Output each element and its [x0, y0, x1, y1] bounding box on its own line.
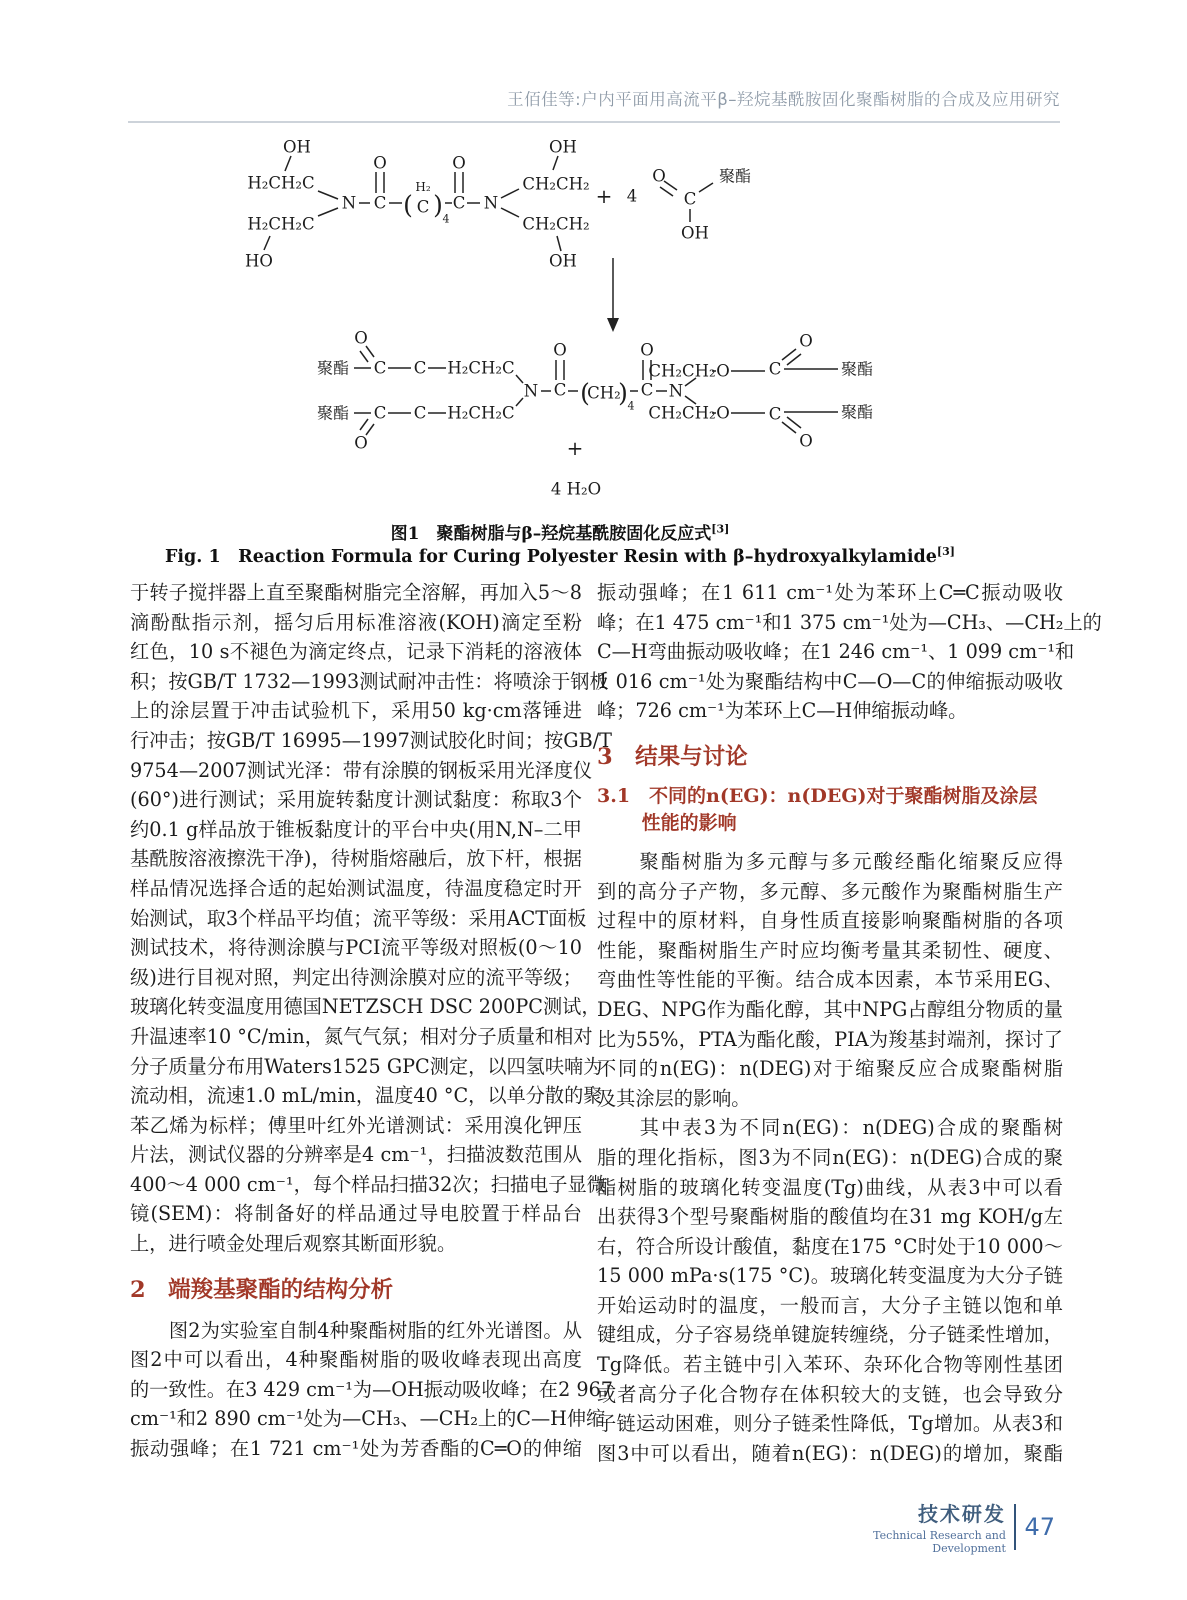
atom-label: (: [580, 378, 590, 408]
footer-section: [830, 1498, 1006, 1555]
running-head: 王佰佳等:户内平面用高流平β–羟烷基酰胺固化聚酯树脂的合成及应用研究: [507, 90, 1060, 109]
bond-line: [501, 189, 519, 198]
atom-label: HO: [245, 251, 273, 271]
text-line: 脂的理化指标，图3为不同n(EG)：n(DEG)合成的聚: [597, 1145, 1063, 1169]
text-line: 苯乙烯为标样；傅里叶红外光谱测试：采用溴化钾压: [130, 1113, 582, 1137]
right-column: [597, 578, 1102, 1468]
text-line: 9754—2007测试光泽：带有涂膜的钢板采用光泽度仪: [130, 758, 593, 782]
atom-label: 聚酯: [316, 403, 350, 423]
atom-label: C: [373, 358, 387, 378]
text-line: 键组成，分子容易绕单键旋转缠绕，分子链柔性增加，: [597, 1323, 1063, 1347]
footer-section-label-en: Technical Research and Development: [873, 1529, 1006, 1555]
atom-label: ): [618, 378, 628, 408]
atom-label: O: [716, 361, 730, 381]
text-line: 过程中的原材料，自身性质直接影响聚酯树脂的各项: [597, 909, 1063, 933]
text-line: 测试技术，将待测涂膜与PCI流平等级对照板(0～10: [130, 936, 582, 960]
atom-label: 4: [442, 212, 450, 226]
bond-line: [782, 349, 796, 360]
text-line: 比为55%，PTA为酯化酸，PIA为羧基封端剂，探讨了: [597, 1027, 1063, 1051]
atom-label: C: [413, 403, 427, 423]
text-line: 样品情况选择合适的起始测试温度，待温度稳定时开: [130, 876, 582, 900]
header-rule: [128, 121, 1060, 123]
text-line: DEG、NPG作为酯化醇，其中NPG占醇组分物质的量: [597, 997, 1063, 1021]
atom-label: H₂: [415, 180, 431, 194]
bond-line: [787, 354, 801, 365]
text-line: 图2为实验室自制4种聚酯树脂的红外光谱图。从: [130, 1318, 582, 1342]
paragraph: [597, 847, 1063, 1113]
atom-label: N: [341, 193, 357, 213]
text-line: 酯树脂的玻璃化转变温度(Tg)曲线，从表3中可以看: [597, 1175, 1063, 1199]
paragraph: [597, 1113, 1063, 1468]
text-line: 积；按GB/T 1732—1993测试耐冲击性：将喷涂于钢板: [130, 669, 609, 693]
text-line: cm⁻¹和2 890 cm⁻¹处为—CH₃、—CH₂上的C—H伸缩: [130, 1407, 606, 1431]
bond-line: [264, 236, 270, 250]
atom-label: 4: [626, 186, 638, 206]
atom-label: C: [683, 189, 697, 209]
text-line: 其中表3为不同n(EG)：n(DEG)合成的聚酯树: [597, 1116, 1063, 1140]
atom-label: C: [768, 404, 782, 424]
atom-label: N: [483, 193, 499, 213]
text-line: 镜(SEM)：将制备好的样品通过导电胶置于样品台: [130, 1202, 582, 1226]
atom-label: C: [413, 358, 427, 378]
atom-label: N: [668, 381, 684, 401]
atom-label: O: [553, 340, 567, 360]
atom-label: ): [433, 190, 443, 220]
atom-label: +: [595, 184, 613, 208]
atom-label: CH₂CH₂: [648, 361, 716, 381]
text-line: 分子质量分布用Waters1525 GPC测定，以四氢呋喃为: [130, 1054, 603, 1078]
bond-line: [787, 417, 801, 428]
text-line: (60°)进行测试；采用旋转黏度计测试黏度：称取3个: [130, 788, 582, 812]
bond-line: [557, 236, 561, 251]
text-line: 基酰胺溶液擦洗干净)，待树脂熔融后，放下杆，根据: [130, 847, 582, 871]
bond-line: [516, 375, 523, 383]
section-heading: [597, 740, 1063, 774]
atom-label: C: [768, 359, 782, 379]
atom-label: OH: [283, 137, 311, 157]
atom-label: O: [799, 331, 813, 351]
bond-line: [516, 398, 523, 406]
text-line: 1 016 cm⁻¹处为聚酯结构中C—O—C的伸缩振动吸收: [597, 669, 1063, 693]
text-line: 图3中可以看出，随着n(EG)：n(DEG)的增加，聚酯: [597, 1441, 1063, 1465]
text-line: 性能的影响: [597, 812, 737, 835]
bond-line: [782, 422, 796, 433]
section-heading: [597, 783, 1063, 838]
atom-label: +: [566, 436, 584, 460]
atom-label: 聚酯: [840, 402, 874, 422]
text-line: 于转子搅拌器上直至聚酯树脂完全溶解，再加入5～8: [130, 581, 582, 604]
bond-line: [501, 208, 519, 217]
atom-label: C: [416, 197, 430, 217]
text-line: 升温速率10 °C/min，氮气气氛；相对分子质量和相对: [130, 1024, 593, 1048]
atom-label: 聚酯: [316, 358, 350, 378]
paragraph: [130, 1316, 613, 1464]
atom-label: O: [354, 433, 368, 453]
atom-label: H₂CH₂C: [247, 173, 315, 193]
atom-label: C: [452, 193, 466, 213]
atom-label: O: [640, 340, 654, 360]
text-line: Tg降低。若主链中引入苯环、杂环化合物等刚性基团: [597, 1353, 1063, 1377]
bond-line: [553, 156, 558, 170]
text-line: 级)进行目视对照，判定出待测涂膜对应的流平等级；: [130, 965, 582, 989]
atom-label: CH₂CH₂: [522, 214, 590, 234]
bond-line: [366, 346, 374, 357]
atom-label: CH₂: [587, 383, 621, 403]
atom-label: H₂CH₂C: [447, 358, 515, 378]
atom-label: O: [354, 328, 368, 348]
text-line: 峰；在1 475 cm⁻¹和1 375 cm⁻¹处为—CH₃、—CH₂上的: [597, 610, 1102, 634]
caption-text: 图1 聚酯树脂与β–羟烷基酰胺固化反应式: [390, 524, 712, 544]
section-heading: [130, 1273, 582, 1307]
text-line: 片法，测试仪器的分辨率是4 cm⁻¹，扫描波数范围从: [130, 1143, 582, 1167]
atom-label: O: [452, 153, 466, 173]
atom-label: O: [799, 431, 813, 451]
atom-label: OH: [681, 223, 709, 243]
text-line: 弯曲性等性能的平衡。结合成本因素，本节采用EG、: [597, 968, 1063, 992]
text-line: 图2中可以看出，4种聚酯树脂的吸收峰表现出高度: [130, 1348, 582, 1372]
paragraph: [597, 578, 1102, 726]
atom-label: 4 H₂O: [550, 479, 602, 499]
bond-line: [699, 183, 713, 192]
atom-label: OH: [549, 251, 577, 271]
atom-label: H₂CH₂C: [247, 214, 315, 234]
atom-label: C: [373, 403, 387, 423]
text-line: 行冲击；按GB/T 16995—1997测试胶化时间；按GB/T: [130, 728, 612, 752]
reaction-arrow: [607, 258, 619, 332]
text-line: C—H弯曲振动吸收峰；在1 246 cm⁻¹、1 099 cm⁻¹和: [597, 640, 1075, 664]
text-line: 3 结果与讨论: [597, 743, 748, 770]
text-line: 不同的n(EG)：n(DEG)对于缩聚反应合成聚酯树脂: [597, 1057, 1063, 1081]
text-line: 上，进行喷金处理后观察其断面形貌。: [130, 1232, 457, 1256]
figure1-caption-cn: [130, 519, 990, 544]
text-line: 400～4 000 cm⁻¹，每个样品扫描32次；扫描电子显微: [130, 1172, 606, 1196]
atom-label: OH: [549, 137, 577, 157]
text-line: 或者高分子化合物存在体积较大的支链，也会导致分: [597, 1382, 1063, 1406]
citation-ref: [3]: [711, 522, 730, 536]
text-line: 约0.1 g样品放于锥板黏度计的平台中央(用N,N–二甲: [130, 817, 582, 841]
text-line: 性能，聚酯树脂生产时应均衡考量其柔韧性、硬度、: [597, 938, 1063, 962]
text-line: 始测试，取3个样品平均值；流平等级：采用ACT面板: [130, 906, 587, 930]
bond-line: [607, 318, 619, 332]
text-line: 峰；726 cm⁻¹为苯环上C—H伸缩振动峰。: [597, 699, 968, 723]
footer-section-label: 技术研发: [917, 1502, 1006, 1526]
left-column: [130, 578, 613, 1464]
atom-label: O: [373, 153, 387, 173]
atom-label: H₂CH₂C: [447, 403, 515, 423]
bond-line: [318, 191, 338, 199]
text-line: 流动相，流速1.0 mL/min，温度40 °C，以单分散的聚: [130, 1084, 603, 1108]
text-line: 子链运动困难，则分子链柔性降低，Tg增加。从表3和: [597, 1412, 1063, 1436]
atom-label: C: [640, 380, 654, 400]
text-line: 及其涂层的影响。: [597, 1086, 751, 1110]
product-molecule: [317, 329, 873, 453]
atom-label: O: [716, 403, 730, 423]
text-line: 右，符合所设计酸值，黏度在175 °C时处于10 000～: [597, 1234, 1063, 1258]
text-line: 2 端羧基聚酯的结构分析: [130, 1276, 394, 1303]
atom-label: 聚酯: [840, 359, 874, 379]
text-line: 振动强峰；在1 721 cm⁻¹处为芳香酯的C═O的伸缩: [130, 1437, 582, 1461]
text-line: 红色，10 s不褪色为滴定终点，记录下消耗的溶液体: [130, 640, 582, 664]
atom-label: N: [523, 381, 539, 401]
text-line: 聚酯树脂为多元醇与多元酸经酯化缩聚反应得: [597, 849, 1063, 873]
caption-text: Fig. 1 Reaction Formula for Curing Polyester Resin with β–hydroxyalkylamide: [164, 547, 937, 567]
atom-label: O: [652, 166, 666, 186]
paragraph: [130, 578, 612, 1259]
page-footer: [830, 1498, 1055, 1555]
byproduct-water: [551, 436, 601, 499]
citation-ref: [3]: [936, 545, 955, 559]
atom-label: 4: [627, 399, 635, 413]
acid-reagent: [596, 167, 751, 243]
atom-label: C: [373, 193, 387, 213]
footer-divider: [1014, 1504, 1017, 1550]
text-line: 15 000 mPa·s(175 °C)。玻璃化转变温度为大分子链: [597, 1264, 1063, 1288]
bond-line: [360, 419, 368, 430]
bond-line: [285, 156, 291, 171]
text-line: 出获得3个型号聚酯树脂的酸值均在31 mg KOH/g左: [597, 1205, 1063, 1229]
bond-line: [318, 208, 338, 216]
bond-line: [664, 181, 677, 190]
text-line: 玻璃化转变温度用德国NETZSCH DSC 200PC测试，: [130, 995, 601, 1019]
atom-label: C: [553, 380, 567, 400]
figure1-caption-en: [130, 543, 990, 568]
text-line: 开始运动时的温度，一般而言，大分子主链以饱和单: [597, 1293, 1063, 1317]
atom-label: 聚酯: [718, 166, 752, 186]
atom-label: (: [403, 190, 413, 220]
text-line: 上的涂层置于冲击试验机下，采用50 kg·cm落锤进: [130, 699, 582, 723]
text-line: 振动强峰；在1 611 cm⁻¹处为苯环上C═C振动吸收: [597, 581, 1063, 604]
text-line: 到的高分子产物，多元醇、多元酸作为聚酯树脂生产: [597, 879, 1063, 903]
atom-label: CH₂CH₂: [648, 403, 716, 423]
text-line: 的一致性。在3 429 cm⁻¹为—OH振动吸收峰；在2 967: [130, 1377, 613, 1401]
text-line: 3.1 不同的n(EG)：n(DEG)对于聚酯树脂及涂层: [597, 784, 1038, 807]
bond-line: [360, 351, 368, 362]
figure1-reaction-scheme: [130, 128, 1010, 508]
atom-label: CH₂CH₂: [522, 174, 590, 194]
text-line: 滴酚酞指示剂，摇匀后用标准溶液(KOH)滴定至粉: [130, 610, 582, 634]
reactant-molecule: [245, 138, 590, 271]
page-number: 47: [1024, 1512, 1055, 1541]
bond-line: [660, 187, 673, 196]
